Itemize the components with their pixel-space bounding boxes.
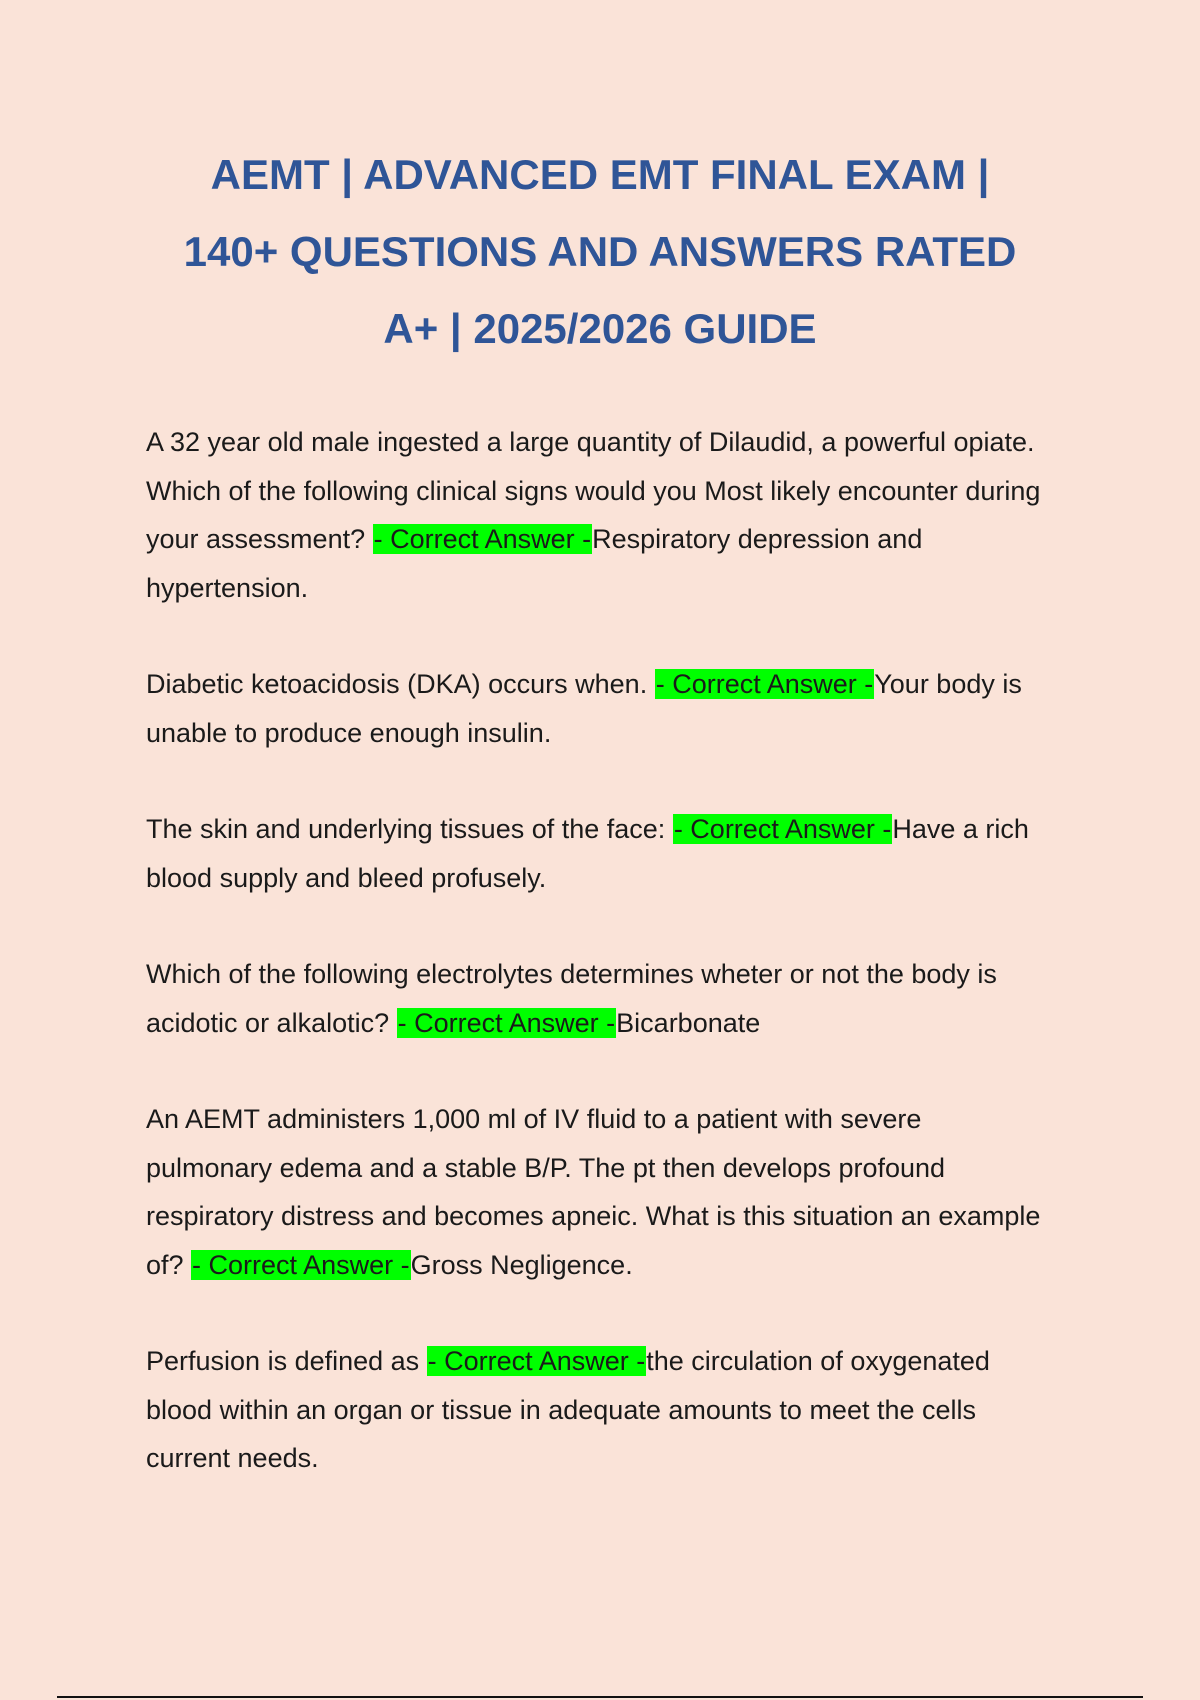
qa-item [146, 418, 1046, 612]
answer-text: Gross Negligence. [410, 1249, 633, 1280]
correct-answer-marker: - Correct Answer - [655, 669, 874, 699]
correct-answer-marker: - Correct Answer - [373, 524, 592, 554]
question-text: An AEMT administers 1,000 ml of IV fluid to a patient with severe pulmonary edema and a stable B/P. The pt then develops profound respiratory distress and becomes apneic. What is this situation an example of? [146, 1104, 1041, 1280]
correct-answer-marker: - Correct Answer - [427, 1346, 646, 1376]
qa-item [146, 660, 1046, 757]
answer-text: the circulation of oxygenated blood within an organ or tissue in adequate amounts to meet the cells current needs. [146, 1346, 990, 1473]
question-text: Diabetic ketoacidosis (DKA) occurs when. [146, 669, 655, 699]
title-line-3: A+ | 2025/2026 GUIDE [383, 305, 817, 352]
answer-text: Your body is unable to produce enough insulin. [146, 669, 1022, 748]
answer-text: Bicarbonate [616, 1007, 761, 1038]
answer-text: Have a rich blood supply and bleed profusely. [146, 814, 1029, 893]
title-line-2: 140+ QUESTIONS AND ANSWERS RATED [183, 228, 1017, 275]
question-text: The skin and underlying tissues of the face: [146, 814, 673, 844]
question-text: A 32 year old male ingested a large quantity of Dilaudid, a powerful opiate. Which of the following clinical signs would you Most likely encounter during your assessment? [146, 427, 1041, 554]
footer-divider [57, 1696, 1143, 1698]
qa-item [146, 1337, 1046, 1483]
qa-item [146, 805, 1046, 902]
correct-answer-marker: - Correct Answer - [673, 814, 892, 844]
answer-text: Respiratory depression and hypertension. [146, 524, 923, 603]
correct-answer-marker: - Correct Answer - [192, 1249, 410, 1280]
qa-item [146, 1095, 1046, 1289]
question-text: Perfusion is defined as [146, 1346, 427, 1376]
question-text: Which of the following electrolytes determines wheter or not the body is acidotic or alkalotic? [146, 959, 997, 1038]
qa-item [146, 950, 1046, 1047]
title-line-1: AEMT | ADVANCED EMT FINAL EXAM | [210, 151, 990, 198]
qa-list [146, 418, 1046, 1531]
correct-answer-marker: - Correct Answer - [397, 1007, 616, 1038]
document-title [130, 136, 1070, 367]
